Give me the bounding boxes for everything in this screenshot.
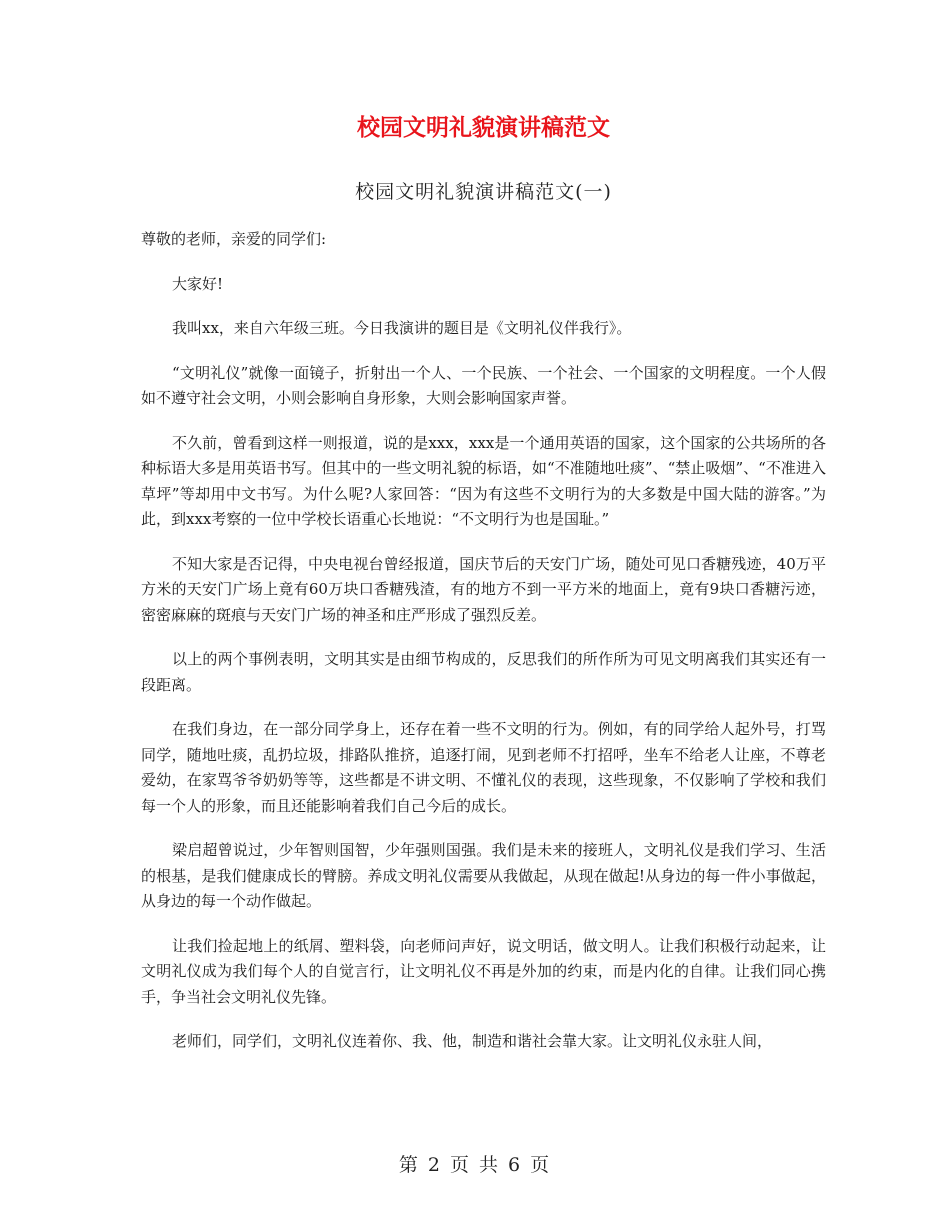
salutation: 尊敬的老师，亲爱的同学们: bbox=[141, 230, 327, 248]
paragraph-examples: 在我们身边，在一部分同学身上，还存在着一些不文明的行为。例如，有的同学给人起外号，打骂同学，随地吐痰，乱扔垃圾，排路队推挤，追逐打闹，见到老师不打招呼，坐车不给老人让座，不尊老爱幼，在家骂爷爷奶奶等等，这些都是不讲文明、不懂礼仪的表现，这些现象，不仅影响了学校和我们每一个人的形象，而且还能影响着我们自己今后的成长。 bbox=[141, 720, 826, 815]
paragraph-report: 不久前，曾看到这样一则报道，说的是xxx，xxx是一个通用英语的国家，这个国家的公共场所的各种标语大多是用英语书写。但其中的一些文明礼貌的标语，如“不准随地吐痰”、“禁止吸烟”、“不准进入草坪”等却用中文书写。为什么呢?人家回答：“因为有这些不文明行为的大多数是中国大陆的游客。”为此，到xxx考察的一位中学校长语重心长地说：“不文明行为也是国耻。” bbox=[141, 433, 826, 528]
paragraph-reflection: 以上的两个事例表明，文明其实是由细节构成的，反思我们的所作所为可见文明离我们其实还有一段距离。 bbox=[141, 650, 826, 694]
paragraph-closing: 老师们，同学们，文明礼仪连着你、我、他，制造和谐社会靠大家。让文明礼仪永驻人间， bbox=[172, 1032, 773, 1050]
section-subtitle: 校园文明礼貌演讲稿范文(一) bbox=[355, 181, 612, 203]
paragraph-call-to-action: 让我们捡起地上的纸屑、塑料袋，向老师问声好，说文明话，做文明人。让我们积极行动起来，让文明礼仪成为我们每个人的自觉言行，让文明礼仪不再是外加的约束，而是内化的自律。让我们同心携手，争当社会文明礼仪先锋。 bbox=[141, 936, 826, 1006]
paragraph-greeting: 大家好! bbox=[172, 274, 224, 293]
document-title: 校园文明礼貌演讲稿范文 bbox=[357, 114, 610, 141]
paragraph-mirror: “文明礼仪”就像一面镜子，折射出一个人、一个民族、一个社会、一个国家的文明程度。一个人假如不遵守社会文明，小则会影响自身形象，大则会影响国家声誉。 bbox=[141, 363, 826, 407]
paragraph-liang-qichao: 梁启超曾说过，少年智则国智，少年强则国强。我们是未来的接班人，文明礼仪是我们学习、生活的根基，是我们健康成长的臂膀。养成文明礼仪需要从我做起，从现在做起!从身边的每一件小事做起，从身边的每一个动作做起。 bbox=[141, 841, 826, 910]
paragraph-tiananmen: 不知大家是否记得，中央电视台曾经报道，国庆节后的天安门广场，随处可见口香糖残迹，40万平方米的天安门广场上竟有60万块口香糖残渣，有的地方不到一平方米的地面上，竟有9块口香糖污迹，密密麻麻的斑痕与天安门广场的神圣和庄严形成了强烈反差。 bbox=[141, 554, 826, 624]
paragraph-introduction: 我叫xx，来自六年级三班。今日我演讲的题目是《文明礼仪伴我行》。 bbox=[172, 319, 632, 337]
page-number-footer: 第 2 页 共 6 页 bbox=[398, 1154, 552, 1176]
